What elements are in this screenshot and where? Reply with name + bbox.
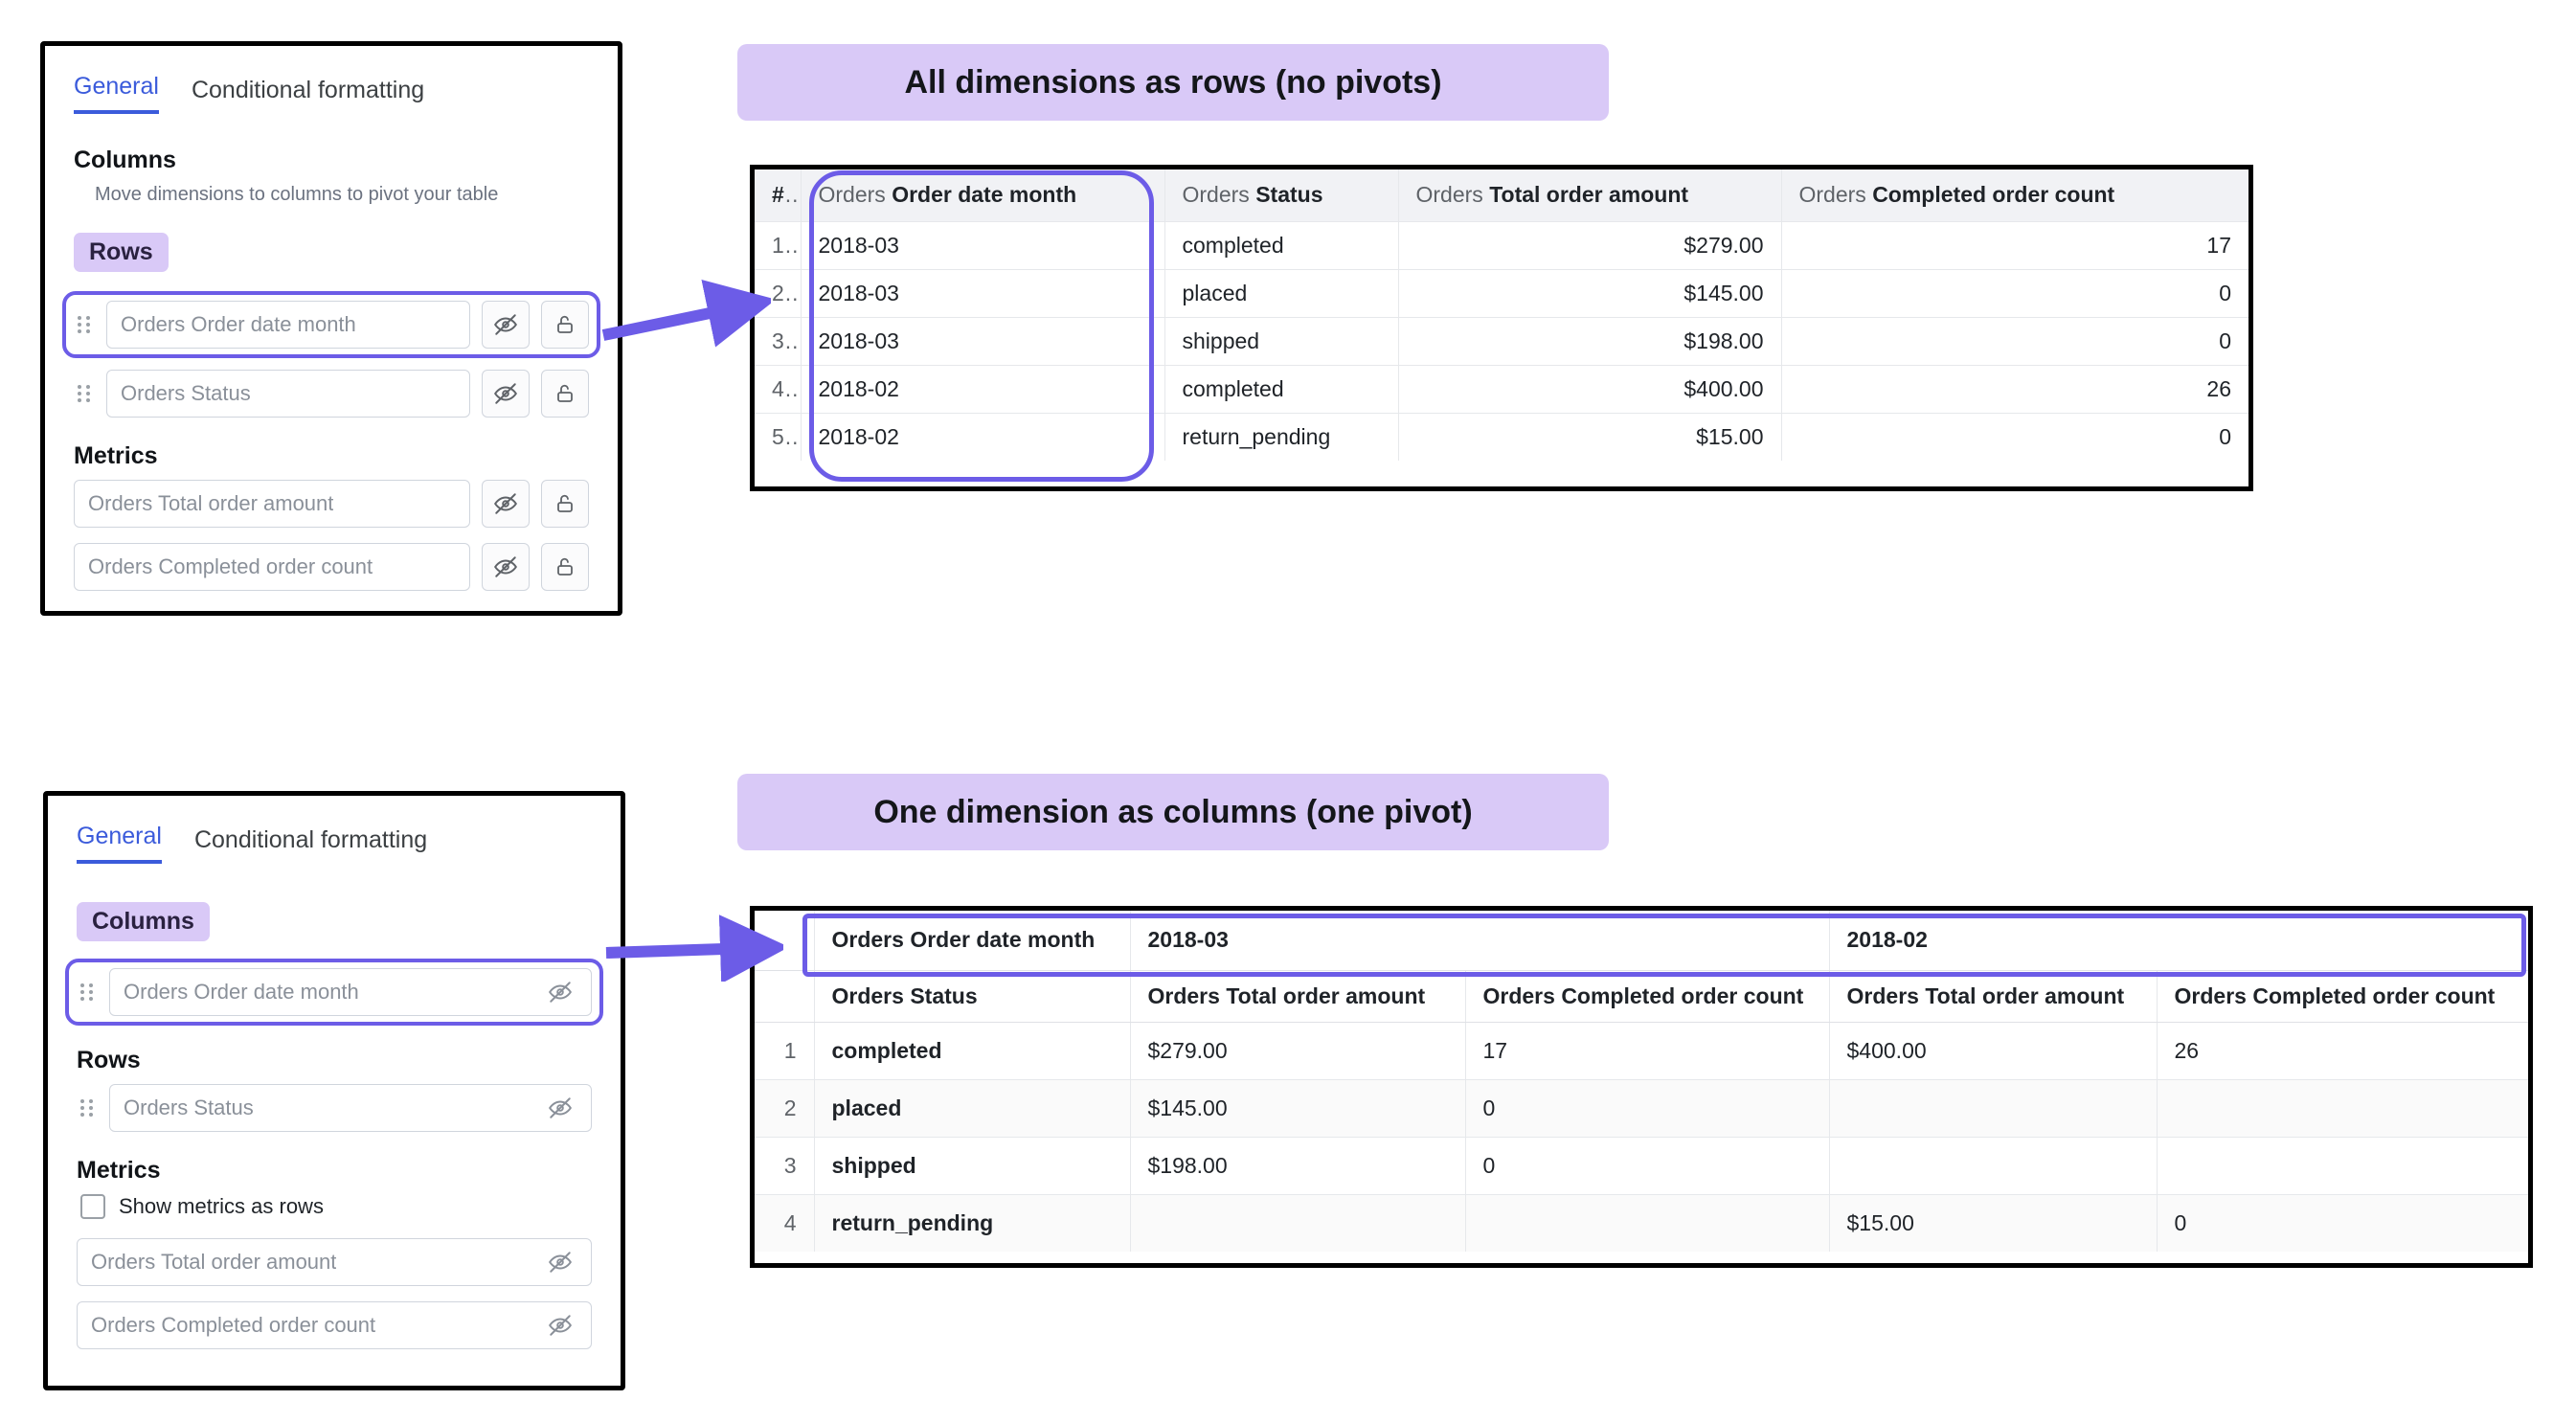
cell-completed-order-count-2018-02: 26 <box>2157 1022 2528 1079</box>
banner-one-pivot: One dimension as columns (one pivot) <box>737 774 1609 850</box>
visualization-settings-panel-top <box>40 41 622 616</box>
table-row <box>755 365 2248 413</box>
cell-order-date-month: 2018-03 <box>801 221 1164 269</box>
rows-field-status[interactable] <box>74 370 589 418</box>
pivot-subheader-row <box>755 970 2528 1022</box>
metrics-section-title: Metrics <box>74 442 158 469</box>
field-chip-label: Orders Total order amount <box>88 491 334 515</box>
tab-conditional-formatting[interactable]: Conditional formatting <box>193 826 428 853</box>
cell-completed-order-count-2018-03: 0 <box>1465 1137 1829 1194</box>
columns-section-title: Columns <box>77 902 210 941</box>
column-header-total-order-amount-2018-02[interactable]: Orders Total order amount <box>1829 970 2157 1022</box>
cell-status: return_pending <box>814 1194 1130 1252</box>
arrow-rows-to-column <box>599 278 771 364</box>
table-row <box>755 269 2248 317</box>
cell-completed-order-count: 17 <box>1781 221 2248 269</box>
cell-rownum: 2 <box>755 269 801 317</box>
table-row <box>755 1194 2528 1252</box>
pivot-header-label: Orders Order date month <box>814 911 1130 970</box>
column-header-order-date-month[interactable]: Orders Order date month <box>801 169 1164 221</box>
cell-total-order-amount-2018-02: $400.00 <box>1829 1022 2157 1079</box>
field-chip-label: Orders Order date month <box>124 980 359 1004</box>
cell-total-order-amount-2018-03: $279.00 <box>1130 1022 1465 1079</box>
lock-open-icon[interactable] <box>541 543 589 591</box>
cell-total-order-amount-2018-02 <box>1829 1137 2157 1194</box>
table-row <box>755 221 2248 269</box>
cell-total-order-amount: $145.00 <box>1398 269 1781 317</box>
cell-completed-order-count: 0 <box>1781 269 2248 317</box>
eye-off-icon[interactable] <box>539 1089 581 1127</box>
cell-total-order-amount-2018-02: $15.00 <box>1829 1194 2157 1252</box>
table-one-pivot <box>755 911 2528 1252</box>
cell-rownum: 1 <box>755 1022 814 1079</box>
cell-total-order-amount-2018-03: $198.00 <box>1130 1137 1465 1194</box>
banner-no-pivots: All dimensions as rows (no pivots) <box>737 44 1609 121</box>
cell-completed-order-count-2018-03 <box>1465 1194 1829 1252</box>
column-header-rownum <box>755 970 814 1022</box>
cell-completed-order-count: 0 <box>1781 317 2248 365</box>
cell-status: completed <box>1164 221 1398 269</box>
cell-status: return_pending <box>1164 413 1398 461</box>
field-chip-label: Orders Completed order count <box>88 554 373 578</box>
metrics-field-total-order-amount[interactable] <box>74 480 589 528</box>
cell-rownum: 3 <box>755 1137 814 1194</box>
table-row <box>755 317 2248 365</box>
tab-general[interactable]: General <box>77 823 162 864</box>
pivot-header-row <box>755 911 2528 970</box>
field-chip[interactable] <box>74 480 470 528</box>
metrics-field-completed-order-count[interactable] <box>74 543 589 591</box>
cell-completed-order-count-2018-03: 0 <box>1465 1079 1829 1137</box>
cell-status: shipped <box>814 1137 1130 1194</box>
cell-order-date-month: 2018-03 <box>801 269 1164 317</box>
column-header-status[interactable]: Orders Status <box>814 970 1130 1022</box>
field-chip[interactable] <box>77 1301 592 1349</box>
eye-off-icon[interactable] <box>539 973 581 1011</box>
columns-hint-text: Move dimensions to columns to pivot your table <box>95 184 499 205</box>
eye-off-icon[interactable] <box>482 301 530 349</box>
column-header-completed-order-count[interactable]: Orders Completed order count <box>1781 169 2248 221</box>
rows-section-title: Rows <box>74 233 169 272</box>
cell-total-order-amount: $198.00 <box>1398 317 1781 365</box>
metrics-section-title: Metrics <box>77 1157 161 1184</box>
field-chip-label: Orders Status <box>121 381 251 405</box>
tab-general[interactable]: General <box>74 73 159 114</box>
table-header-row <box>755 169 2248 221</box>
cell-status: completed <box>814 1022 1130 1079</box>
metrics-field-completed-order-count[interactable] <box>77 1301 592 1349</box>
show-metrics-as-rows-row[interactable] <box>80 1194 592 1219</box>
cell-total-order-amount: $279.00 <box>1398 221 1781 269</box>
column-header-completed-order-count-2018-02[interactable]: Orders Completed order count <box>2157 970 2528 1022</box>
cell-completed-order-count: 0 <box>2219 423 2231 449</box>
rows-field-order-date-month[interactable] <box>66 295 597 354</box>
field-chip-label: Orders Total order amount <box>91 1250 337 1274</box>
eye-off-icon[interactable] <box>539 1243 581 1281</box>
field-chip[interactable] <box>77 1238 592 1286</box>
field-chip[interactable] <box>74 543 470 591</box>
panel-bottom-tabs <box>77 823 592 864</box>
eye-off-icon[interactable] <box>482 543 530 591</box>
cell-rownum: 4 <box>755 1194 814 1252</box>
field-chip[interactable] <box>106 301 470 349</box>
field-chip[interactable] <box>109 968 592 1016</box>
table-row <box>755 1079 2528 1137</box>
eye-off-icon[interactable] <box>482 480 530 528</box>
cell-rownum: 4 <box>755 365 801 413</box>
cell-status: placed <box>814 1079 1130 1137</box>
cell-total-order-amount-2018-03 <box>1130 1194 1465 1252</box>
columns-section-title: Columns <box>74 147 176 173</box>
table-row <box>755 413 2248 461</box>
visualization-settings-panel-bottom <box>43 791 625 1390</box>
field-chip-label: Orders Status <box>124 1095 254 1119</box>
cell-status: shipped <box>1164 317 1398 365</box>
drag-handle-icon[interactable] <box>77 983 98 1001</box>
metrics-field-total-order-amount[interactable] <box>77 1238 592 1286</box>
rows-section-title: Rows <box>77 1047 141 1073</box>
results-table-no-pivots <box>750 165 2253 491</box>
cell-rownum: 3 <box>755 317 801 365</box>
cell-rownum: 5 <box>755 413 801 461</box>
cell-completed-order-count-2018-02 <box>2157 1079 2528 1137</box>
column-header-total-order-amount-2018-03[interactable]: Orders Total order amount <box>1130 970 1465 1022</box>
cell-status: placed <box>1164 269 1398 317</box>
tab-conditional-formatting[interactable]: Conditional formatting <box>191 77 425 103</box>
cell-total-order-amount: $400.00 <box>1398 365 1781 413</box>
column-header-total-order-amount[interactable]: Orders Total order amount <box>1398 169 1781 221</box>
column-header-status[interactable]: Orders Status <box>1164 169 1398 221</box>
table-row <box>755 1022 2528 1079</box>
drag-handle-icon[interactable] <box>74 385 95 402</box>
results-table-one-pivot <box>750 906 2533 1268</box>
rows-field-status[interactable] <box>77 1084 592 1132</box>
table-row <box>755 1137 2528 1194</box>
field-chip-label: Orders Completed order count <box>91 1313 376 1337</box>
cell-completed-order-count-2018-02 <box>2157 1137 2528 1194</box>
eye-off-icon[interactable] <box>539 1306 581 1344</box>
lock-open-icon[interactable] <box>541 370 589 418</box>
field-chip[interactable] <box>106 370 470 418</box>
cell-order-date-month: 2018-03 <box>801 317 1164 365</box>
cell-total-order-amount: $15.00 <box>1398 413 1781 461</box>
cell-completed-order-count: 26 <box>1781 365 2248 413</box>
cell-order-date-month: 2018-02 <box>801 365 1164 413</box>
cell-completed-order-count-2018-02: 0 <box>2157 1194 2528 1252</box>
cell-completed-order-count-2018-03: 17 <box>1465 1022 1829 1079</box>
drag-handle-icon[interactable] <box>74 316 95 333</box>
field-chip[interactable] <box>109 1084 592 1132</box>
lock-open-icon[interactable] <box>541 480 589 528</box>
show-metrics-as-rows-checkbox[interactable] <box>80 1194 105 1219</box>
show-metrics-as-rows-label: Show metrics as rows <box>119 1194 324 1218</box>
panel-top-tabs <box>74 73 589 114</box>
column-header-completed-order-count-2018-03[interactable]: Orders Completed order count <box>1465 970 1829 1022</box>
pivot-group-2018-03: 2018-03 <box>1130 911 1829 970</box>
cell-status: completed <box>1164 365 1398 413</box>
cell-total-order-amount-2018-03: $145.00 <box>1130 1079 1465 1137</box>
drag-handle-icon[interactable] <box>77 1099 98 1117</box>
lock-open-icon[interactable] <box>541 301 589 349</box>
column-header-rownum[interactable]: # <box>755 169 801 221</box>
columns-field-order-date-month[interactable] <box>69 962 599 1022</box>
eye-off-icon[interactable] <box>482 370 530 418</box>
cell-order-date-month: 2018-02 <box>801 413 1164 461</box>
cell-total-order-amount-2018-02 <box>1829 1079 2157 1137</box>
field-chip-label: Orders Order date month <box>121 312 356 336</box>
pivot-header-rownum <box>755 911 814 970</box>
pivot-group-2018-02: 2018-02 <box>1829 911 2528 970</box>
cell-rownum: 1 <box>755 221 801 269</box>
cell-rownum: 2 <box>755 1079 814 1137</box>
table-no-pivots <box>755 169 2248 461</box>
